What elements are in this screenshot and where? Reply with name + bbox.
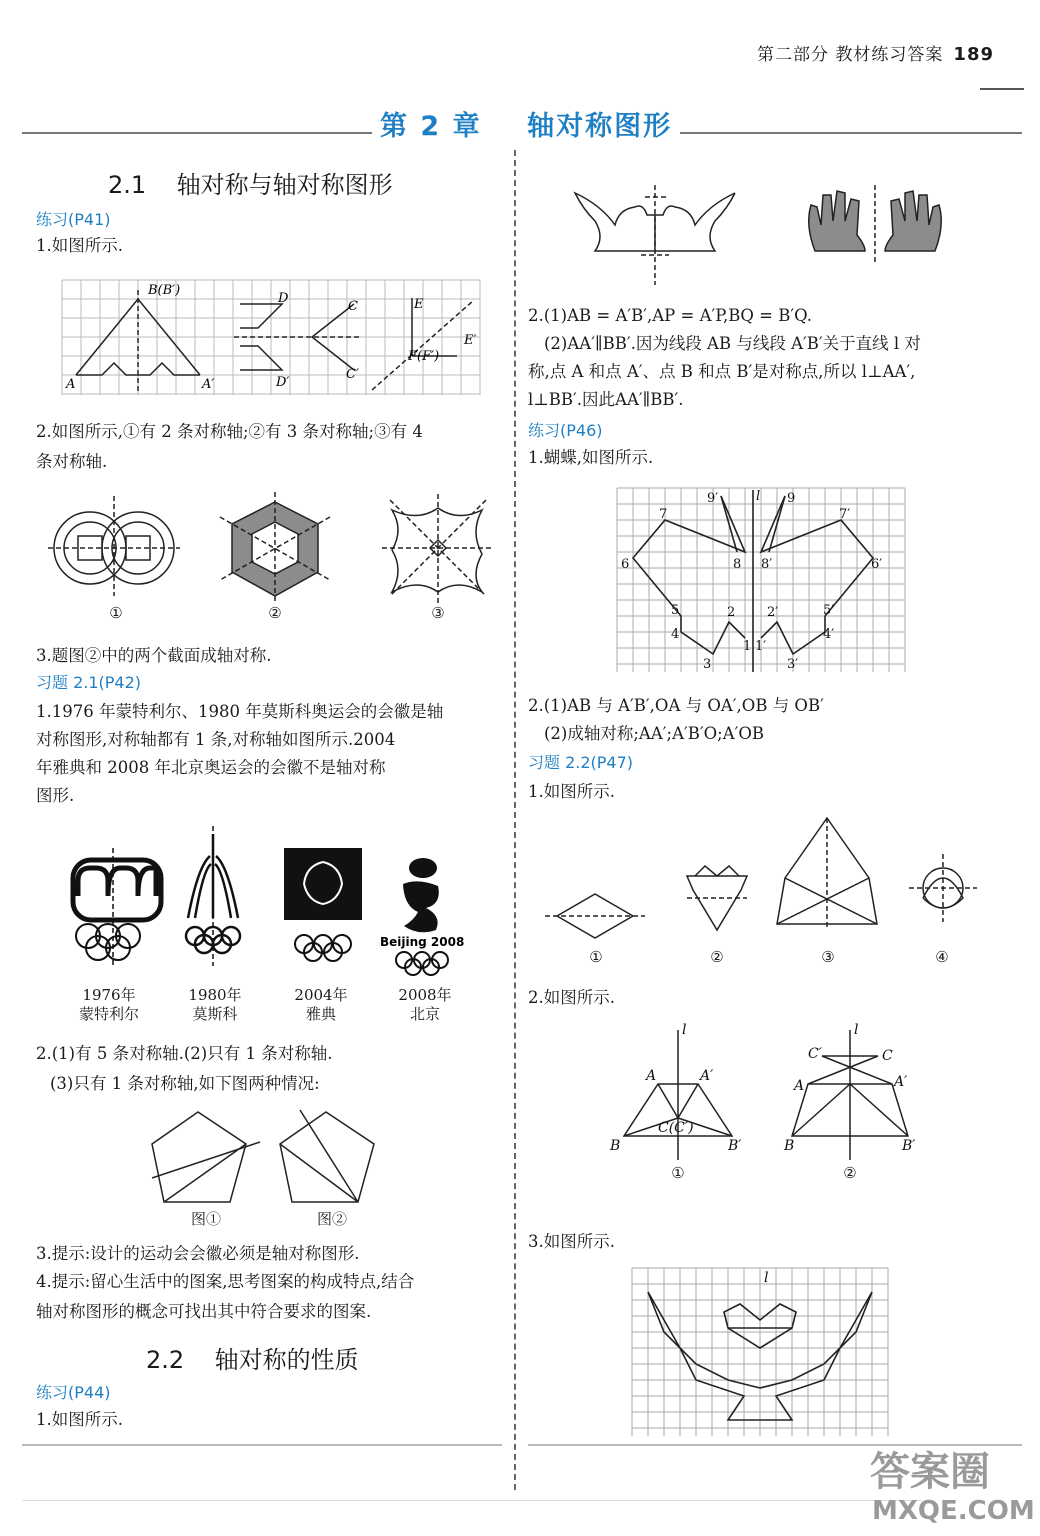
shape-caption-2: ② [710,948,724,966]
exercise-label-p42: 习题 2.1(P42) [36,673,142,692]
fig-label-cc: C(C′) [658,1120,694,1136]
logo-2008-city: 北京 [409,1005,440,1023]
label-a: A [66,377,76,392]
label-b: B(B′) [148,283,181,298]
page-number: 189 [953,44,994,65]
label-e-prime: E′ [464,333,477,348]
pentagon-caption-1: 图① [190,1210,221,1228]
right-q2-line4: l⊥BB′.因此AA′∥BB′. [528,390,684,409]
bf-label-4prime: 4′ [823,627,835,642]
fig-label-b1: B [610,1138,621,1154]
grid-figure-1 [62,280,482,395]
shape-caption-3: ③ [821,948,835,966]
label-f: F(F′) [408,349,440,364]
hw1-q1-line4: 图形. [36,786,75,805]
fig-label-c2: C′ [808,1046,822,1062]
construction-figures [608,1020,928,1160]
bf-label-4: 4 [671,627,680,642]
bird-grid [632,1268,896,1438]
bf-label-2: 2 [727,605,736,620]
label-a-prime: A′ [202,377,215,392]
label-c-prime: C′ [346,367,359,382]
hw1-q1-line1: 1.1976 年蒙特利尔、1980 年莫斯科奥运会的会徽是轴 [36,702,444,721]
fig-label-l1: l [682,1022,687,1038]
bf-label-l: l [756,489,761,504]
bf-label-9: 9 [787,491,796,506]
bf-label-5: 5 [671,603,680,618]
exercise-label-p41: 练习(P41) [36,210,111,229]
label-e: E [414,297,424,312]
shape-caption-4: ④ [935,948,949,966]
right-q2-line3: 称,点 A 和点 A′、点 B 和点 B′是对称点,所以 l⊥AA′, [528,362,916,381]
ex1-q1: 1.如图所示. [36,236,123,255]
fig-label-a2: A [794,1078,805,1094]
footer-rule-left [22,1444,502,1446]
caption-fig-1: ① [109,604,123,622]
logo-2008 [380,986,470,1024]
birds-hands-figure [575,185,995,285]
four-shapes [545,818,995,946]
footer-rule-right [528,1444,1022,1446]
header-rule [980,88,1024,90]
construction-caption-1: ① [671,1164,685,1182]
pentagon-caption-2: 图② [316,1210,347,1228]
hw2-q3: 3.如图所示. [528,1232,615,1251]
shape-caption-1: ① [589,948,603,966]
logo-1980-year: 1980年 [188,986,242,1004]
logo-1980 [170,986,260,1024]
exercise-label-p46: 练习(P46) [528,421,603,440]
logo-2008-year: 2008年 [398,986,452,1004]
logo-1976-city: 蒙特利尔 [78,1005,139,1023]
column-divider [514,150,516,1490]
chapter-title: 第 2 章 轴对称图形 [372,104,680,143]
fig-label-b2-1: B′ [728,1138,742,1154]
bf-label-7: 7 [659,507,668,522]
bf-label-3prime: 3′ [787,657,799,672]
caption-fig-3: ③ [431,604,445,622]
hw1-q1-line2: 对称图形,对称轴都有 1 条,对称轴如图所示.2004 [36,730,396,749]
logo-2004 [276,986,366,1024]
construction-caption-2: ② [843,1164,857,1182]
ex1-q3: 3.题图②中的两个截面成轴对称. [36,646,272,665]
symmetric-figures [50,492,490,592]
bf-label-6: 6 [621,557,630,572]
fig-label-b2-2: B′ [902,1138,916,1154]
bf-label-8: 8 [733,557,742,572]
hw2-q1: 1.如图所示. [528,782,615,801]
bf-label-7prime: 7′ [839,507,851,522]
hw1-q4-line2: 轴对称图形的概念可找出其中符合要求的图案. [36,1302,372,1321]
fig-label-a1: A [646,1068,657,1084]
fig-label-b2: B [784,1138,795,1154]
footer-rule-bottom [22,1500,922,1501]
bird-grid-label-l: l [764,1270,769,1286]
hw1-q3: 3.提示:设计的运动会会徽必须是轴对称图形. [36,1244,360,1263]
label-d: D [278,291,289,306]
logo-1976 [64,986,154,1024]
bf-label-5prime: 5′ [823,603,835,618]
ex3-q2-line2: (2)成轴对称;AA′;A′B′O;A′OB [544,724,765,743]
hw1-q2-line2: (3)只有 1 条对称轴,如下图两种情况: [50,1074,320,1093]
right-q2-line1: 2.(1)AB = A′B′,AP = A′P,BQ = B′Q. [528,306,813,325]
hw2-q2: 2.如图所示. [528,988,615,1007]
label-c: C [348,299,358,314]
running-header [757,40,994,65]
section-title-2-1: 2.1 轴对称与轴对称图形 [108,171,393,199]
bf-label-1: 1 [743,639,752,654]
right-q2-line2: (2)AA′∥BB′.因为线段 AB 与线段 A′B′关于直线 l 对 [544,334,921,353]
watermark-url: MXQE.COM [872,1496,1035,1526]
bf-label-1prime: 1′ [755,639,767,654]
exercise-label-p44: 练习(P44) [36,1383,111,1402]
section-title-2-2: 2.2 轴对称的性质 [146,1346,359,1374]
bf-label-3: 3 [703,657,712,672]
olympic-logos [58,826,478,976]
fig-label-a2-2: A′ [894,1074,908,1090]
bf-label-8prime: 8′ [761,557,773,572]
fig-label-c: C [882,1048,893,1064]
watermark-logo: 答案圈 [870,1449,990,1495]
caption-fig-2: ② [268,604,282,622]
logo-2004-year: 2004年 [294,986,348,1004]
logo-2004-city: 雅典 [305,1005,336,1023]
header-text: 第二部分 教材练习答案 [757,45,944,65]
fig-label-a2-1: A′ [700,1068,714,1084]
bf-label-9prime: 9′ [707,491,719,506]
beijing-logo-text: Beijing 2008 [380,935,465,949]
hw1-q2-line1: 2.(1)有 5 条对称轴.(2)只有 1 条对称轴. [36,1044,333,1063]
butterfly-grid [617,488,907,674]
bf-label-2prime: 2′ [767,605,779,620]
fig-label-l2: l [854,1022,859,1038]
logo-1976-year: 1976年 [82,986,136,1004]
bf-label-6prime: 6′ [871,557,883,572]
ex2-q1: 1.如图所示. [36,1410,123,1429]
hw1-q1-line3: 年雅典和 2008 年北京奥运会的会徽不是轴对称 [36,758,386,777]
ex1-q2-line2: 条对称轴. [36,452,108,471]
ex1-q2-line1: 2.如图所示,①有 2 条对称轴;②有 3 条对称轴;③有 4 [36,422,423,441]
label-d-prime: D′ [276,375,290,390]
hw1-q4-line1: 4.提示:留心生活中的图案,思考图案的构成特点,结合 [36,1272,415,1291]
logo-1980-city: 莫斯科 [192,1005,238,1023]
exercise-label-p47: 习题 2.2(P47) [528,753,634,772]
ex3-q2-line1: 2.(1)AB 与 A′B′,OA 与 OA′,OB 与 OB′ [528,696,824,715]
ex3-q1: 1.蝴蝶,如图所示. [528,448,654,467]
